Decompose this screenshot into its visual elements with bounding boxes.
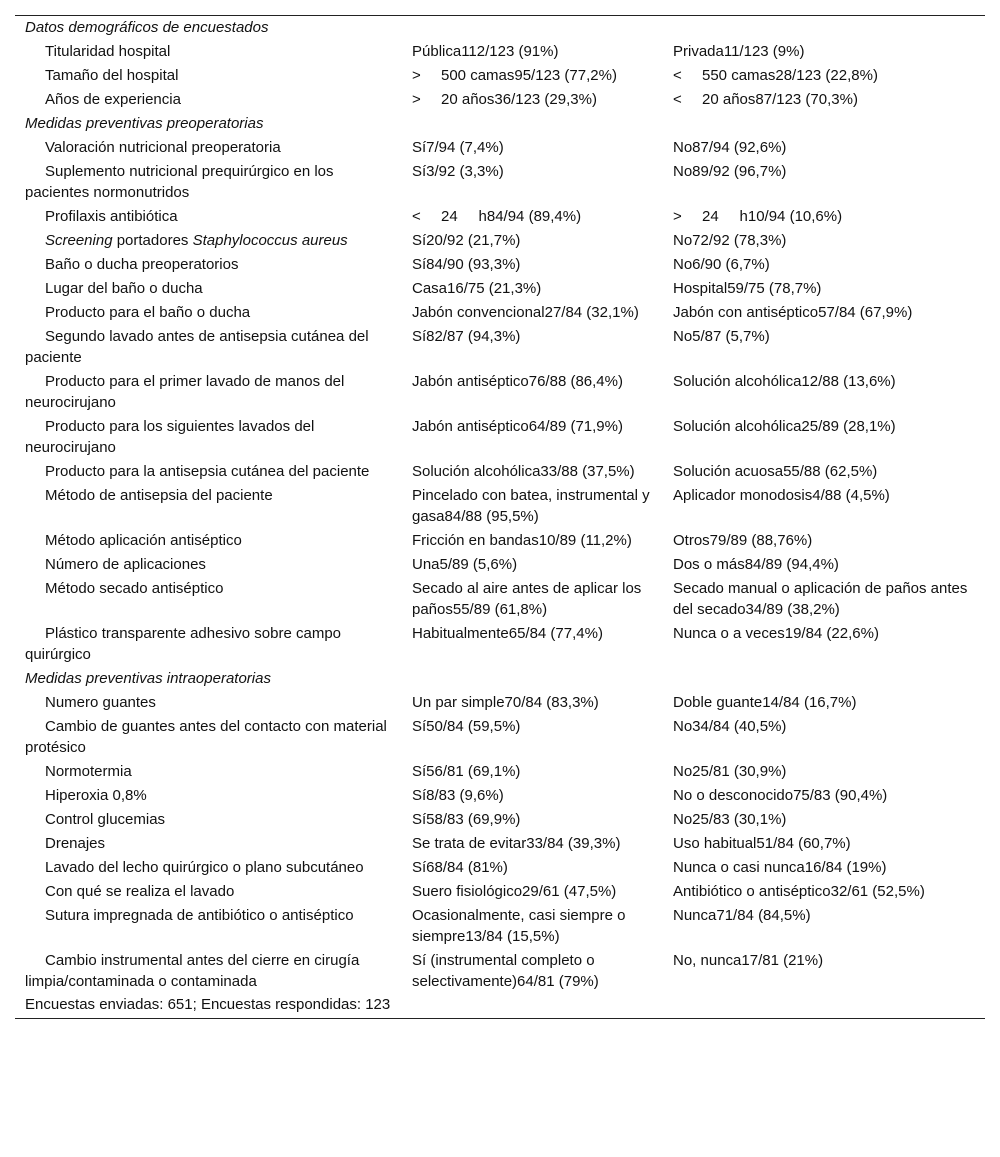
response-option-b (663, 784, 985, 808)
row-label (15, 529, 402, 553)
response-option-a (402, 577, 663, 622)
table-row (15, 415, 985, 460)
response-value: Sí20/92 (21,7%) (412, 232, 521, 249)
response-option-a (402, 553, 663, 577)
response-option-a (402, 415, 663, 460)
table-row (15, 460, 985, 484)
row-label (15, 784, 402, 808)
response-value: Sí84/90 (93,3%) (412, 256, 521, 273)
response-option-b (663, 622, 985, 667)
row-label (15, 832, 402, 856)
response-value: No, nunca17/81 (21%) (673, 952, 824, 969)
response-value: No87/94 (92,6%) (673, 139, 787, 156)
response-value: Nunca o casi nunca16/84 (19%) (673, 859, 887, 876)
response-option-a (402, 715, 663, 760)
row-label-text: Valoración nutricional preoperatoria (45, 139, 281, 156)
response-value: Jabón con antiséptico57/84 (67,9%) (673, 304, 913, 321)
response-option-a (402, 529, 663, 553)
response-option-a (402, 760, 663, 784)
row-label-text: portadores (112, 232, 193, 249)
response-value: 24 h84/94 (89,4%) (441, 208, 582, 225)
row-label (15, 904, 402, 949)
response-value: Se trata de evitar33/84 (39,3%) (412, 835, 621, 852)
table-row (15, 832, 985, 856)
response-option-a (402, 904, 663, 949)
response-value: Jabón convencional27/84 (32,1%) (412, 304, 639, 321)
response-value: No6/90 (6,7%) (673, 256, 770, 273)
survey-table-container (15, 15, 985, 1019)
response-value: Sí50/84 (59,5%) (412, 718, 521, 735)
response-option-b (663, 760, 985, 784)
table-row (15, 277, 985, 301)
section-title: Medidas preventivas intraoperatorias (25, 670, 271, 687)
response-option-a (402, 949, 663, 994)
response-option-b (663, 553, 985, 577)
table-row (15, 760, 985, 784)
row-label (15, 325, 402, 370)
row-label-text: Plástico transparente adhesivo sobre campo quirúrgico (25, 625, 342, 663)
row-label (15, 856, 402, 880)
response-value: Solución alcohólica12/88 (13,6%) (673, 373, 896, 390)
response-value: Antibiótico o antiséptico32/61 (52,5%) (673, 883, 925, 900)
response-option-b (663, 415, 985, 460)
response-option-a (402, 64, 663, 88)
row-label (15, 577, 402, 622)
response-option-b (663, 136, 985, 160)
section-header-row (15, 667, 985, 691)
table-row (15, 553, 985, 577)
row-label (15, 40, 402, 64)
response-value: Suero fisiológico29/61 (47,5%) (412, 883, 617, 900)
response-option-b (663, 880, 985, 904)
table-row (15, 577, 985, 622)
row-label (15, 88, 402, 112)
response-option-b (663, 529, 985, 553)
response-option-a (402, 136, 663, 160)
table-row (15, 529, 985, 553)
response-option-a (402, 253, 663, 277)
response-option-b (663, 370, 985, 415)
table-row (15, 88, 985, 112)
table-row (15, 880, 985, 904)
row-label (15, 622, 402, 667)
response-value: Pública112/123 (91%) (412, 43, 559, 60)
response-value: No25/81 (30,9%) (673, 763, 787, 780)
response-option-b (663, 949, 985, 994)
response-value: 500 camas95/123 (77,2%) (441, 67, 617, 84)
table-row (15, 229, 985, 253)
table-row (15, 205, 985, 229)
response-value: Doble guante14/84 (16,7%) (673, 694, 857, 711)
response-option-a (402, 808, 663, 832)
response-option-b (663, 832, 985, 856)
response-value: Nunca71/84 (84,5%) (673, 907, 811, 924)
response-option-b (663, 229, 985, 253)
response-option-a (402, 229, 663, 253)
table-row (15, 136, 985, 160)
response-option-b (663, 301, 985, 325)
row-label-text: Control glucemias (45, 811, 166, 828)
response-value: Sí (instrumental completo o selectivamente)64/81 (79%) (412, 952, 599, 990)
response-option-a (402, 880, 663, 904)
response-option-b (663, 325, 985, 370)
section-title: Medidas preventivas preoperatorias (25, 115, 264, 132)
response-value: No o desconocido75/83 (90,4%) (673, 787, 888, 804)
response-value: Sí3/92 (3,3%) (412, 163, 504, 180)
response-value: Nunca o a veces19/84 (22,6%) (673, 625, 879, 642)
response-option-a (402, 856, 663, 880)
response-value: Ocasionalmente, casi siempre o siempre13/84 (15,5%) (412, 907, 630, 945)
response-option-b (663, 40, 985, 64)
response-value: No25/83 (30,1%) (673, 811, 787, 828)
row-label (15, 553, 402, 577)
response-value: Hospital59/75 (78,7%) (673, 280, 822, 297)
row-label-text: Años de experiencia (45, 91, 181, 108)
response-value: Uso habitual51/84 (60,7%) (673, 835, 851, 852)
row-label (15, 760, 402, 784)
response-option-b (663, 904, 985, 949)
response-value: 20 años36/123 (29,3%) (441, 91, 597, 108)
response-option-b (663, 484, 985, 529)
response-option-a (402, 460, 663, 484)
response-value: Habitualmente65/84 (77,4%) (412, 625, 603, 642)
response-option-a (402, 370, 663, 415)
response-value: Solución alcohólica33/88 (37,5%) (412, 463, 635, 480)
response-value: 20 años87/123 (70,3%) (702, 91, 858, 108)
row-label-text: Lugar del baño o ducha (45, 280, 203, 297)
row-label-text: Baño o ducha preoperatorios (45, 256, 239, 273)
row-label-text: Cambio instrumental antes del cierre en cirugía limpia/contaminada o contaminada (25, 952, 360, 990)
response-option-b (663, 205, 985, 229)
row-label-text: Método de antisepsia del paciente (45, 487, 273, 504)
row-label (15, 880, 402, 904)
row-label-text: Método secado antiséptico (45, 580, 224, 597)
table-row (15, 856, 985, 880)
row-label (15, 370, 402, 415)
response-value: Sí56/81 (69,1%) (412, 763, 521, 780)
response-value: Privada11/123 (9%) (673, 43, 805, 60)
response-option-a (402, 205, 663, 229)
row-label (15, 229, 402, 253)
response-value: Sí82/87 (94,3%) (412, 328, 521, 345)
response-value: Sí7/94 (7,4%) (412, 139, 504, 156)
row-label-text: Numero guantes (45, 694, 156, 711)
response-option-a (402, 160, 663, 205)
comparison-symbol: > (412, 67, 421, 84)
row-label-text: Drenajes (45, 835, 106, 852)
response-option-a (402, 301, 663, 325)
table-row (15, 370, 985, 415)
response-option-b (663, 715, 985, 760)
row-label-text: Titularidad hospital (45, 43, 171, 60)
row-label (15, 277, 402, 301)
row-label-text: Método aplicación antiséptico (45, 532, 242, 549)
row-label (15, 484, 402, 529)
table-row (15, 622, 985, 667)
response-option-b (663, 88, 985, 112)
response-option-b (663, 577, 985, 622)
response-value: Solución alcohólica25/89 (28,1%) (673, 418, 896, 435)
row-label-text: Producto para los siguientes lavados del neurocirujano (25, 418, 315, 456)
row-label-italic: Screening (45, 232, 113, 249)
response-value: 24 h10/94 (10,6%) (702, 208, 843, 225)
response-value: Pincelado con batea, instrumental y gasa84/88 (95,5%) (412, 487, 654, 525)
table-row (15, 784, 985, 808)
response-value: Dos o más84/89 (94,4%) (673, 556, 839, 573)
survey-results-table (15, 16, 985, 994)
response-value: Sí68/84 (81%) (412, 859, 508, 876)
row-label (15, 205, 402, 229)
response-value: Otros79/89 (88,76%) (673, 532, 813, 549)
row-label-text: Número de aplicaciones (45, 556, 206, 573)
response-value: Fricción en bandas10/89 (11,2%) (412, 532, 632, 549)
response-option-a (402, 691, 663, 715)
response-option-b (663, 808, 985, 832)
response-option-b (663, 856, 985, 880)
bottom-rule (15, 1018, 985, 1019)
row-label-text: Normotermia (45, 763, 132, 780)
table-row (15, 40, 985, 64)
section-header-row (15, 16, 985, 40)
response-value: Jabón antiséptico64/89 (71,9%) (412, 418, 623, 435)
response-value: Sí8/83 (9,6%) (412, 787, 504, 804)
response-value: Secado al aire antes de aplicar los paños55/89 (61,8%) (412, 580, 646, 618)
row-label (15, 253, 402, 277)
response-option-b (663, 253, 985, 277)
response-option-a (402, 88, 663, 112)
table-footer: Encuestas enviadas: 651; Encuestas respondidas: 123 (25, 996, 391, 1013)
table-row (15, 949, 985, 994)
row-label-text: Lavado del lecho quirúrgico o plano subcutáneo (45, 859, 364, 876)
section-title: Datos demográficos de encuestados (25, 19, 269, 36)
table-row (15, 715, 985, 760)
response-option-a (402, 784, 663, 808)
row-label-text: Tamaño del hospital (45, 67, 179, 84)
response-value: Una5/89 (5,6%) (412, 556, 518, 573)
response-value: No34/84 (40,5%) (673, 718, 787, 735)
row-label-text: Profilaxis antibiótica (45, 208, 178, 225)
response-option-b (663, 460, 985, 484)
response-option-b (663, 691, 985, 715)
response-value: Sí58/83 (69,9%) (412, 811, 521, 828)
table-row (15, 160, 985, 205)
row-label-text: Segundo lavado antes de antisepsia cutánea del paciente (25, 328, 369, 366)
response-value: No89/92 (96,7%) (673, 163, 787, 180)
response-option-a (402, 277, 663, 301)
row-label-text: Producto para el baño o ducha (45, 304, 251, 321)
response-option-a (402, 325, 663, 370)
response-value: Solución acuosa55/88 (62,5%) (673, 463, 878, 480)
row-label-italic: Staphylococcus aureus (192, 232, 348, 249)
row-label-text: Suplemento nutricional prequirúrgico en los pacientes normonutridos (25, 163, 334, 201)
row-label-text: Producto para el primer lavado de manos del neurocirujano (25, 373, 345, 411)
row-label (15, 691, 402, 715)
row-label (15, 415, 402, 460)
response-option-a (402, 832, 663, 856)
table-row (15, 808, 985, 832)
response-value: Aplicador monodosis4/88 (4,5%) (673, 487, 890, 504)
section-header-row (15, 112, 985, 136)
row-label-text: Producto para la antisepsia cutánea del paciente (45, 463, 370, 480)
comparison-symbol: < (673, 67, 682, 84)
comparison-symbol: < (412, 208, 421, 225)
response-value: Casa16/75 (21,3%) (412, 280, 542, 297)
row-label-text: Cambio de guantes antes del contacto con material protésico (25, 718, 387, 756)
response-value: Jabón antiséptico76/88 (86,4%) (412, 373, 623, 390)
row-label (15, 808, 402, 832)
comparison-symbol: > (673, 208, 682, 225)
row-label (15, 136, 402, 160)
row-label (15, 715, 402, 760)
row-label (15, 949, 402, 994)
table-row (15, 64, 985, 88)
row-label (15, 301, 402, 325)
response-option-a (402, 484, 663, 529)
response-value: No72/92 (78,3%) (673, 232, 787, 249)
table-row (15, 484, 985, 529)
row-label-text: Con qué se realiza el lavado (45, 883, 235, 900)
table-row (15, 301, 985, 325)
response-option-b (663, 64, 985, 88)
comparison-symbol: > (412, 91, 421, 108)
table-row (15, 691, 985, 715)
table-row (15, 325, 985, 370)
row-label (15, 64, 402, 88)
row-label (15, 160, 402, 205)
row-label-text: Sutura impregnada de antibiótico o antiséptico (45, 907, 354, 924)
response-value: 550 camas28/123 (22,8%) (702, 67, 878, 84)
response-value: No5/87 (5,7%) (673, 328, 770, 345)
response-option-b (663, 160, 985, 205)
response-option-a (402, 622, 663, 667)
response-value: Secado manual o aplicación de paños antes del secado34/89 (38,2%) (673, 580, 972, 618)
comparison-symbol: < (673, 91, 682, 108)
response-option-a (402, 40, 663, 64)
response-value: Un par simple70/84 (83,3%) (412, 694, 599, 711)
row-label-text: Hiperoxia 0,8% (45, 787, 147, 804)
response-option-b (663, 277, 985, 301)
table-row (15, 904, 985, 949)
table-row (15, 253, 985, 277)
row-label (15, 460, 402, 484)
